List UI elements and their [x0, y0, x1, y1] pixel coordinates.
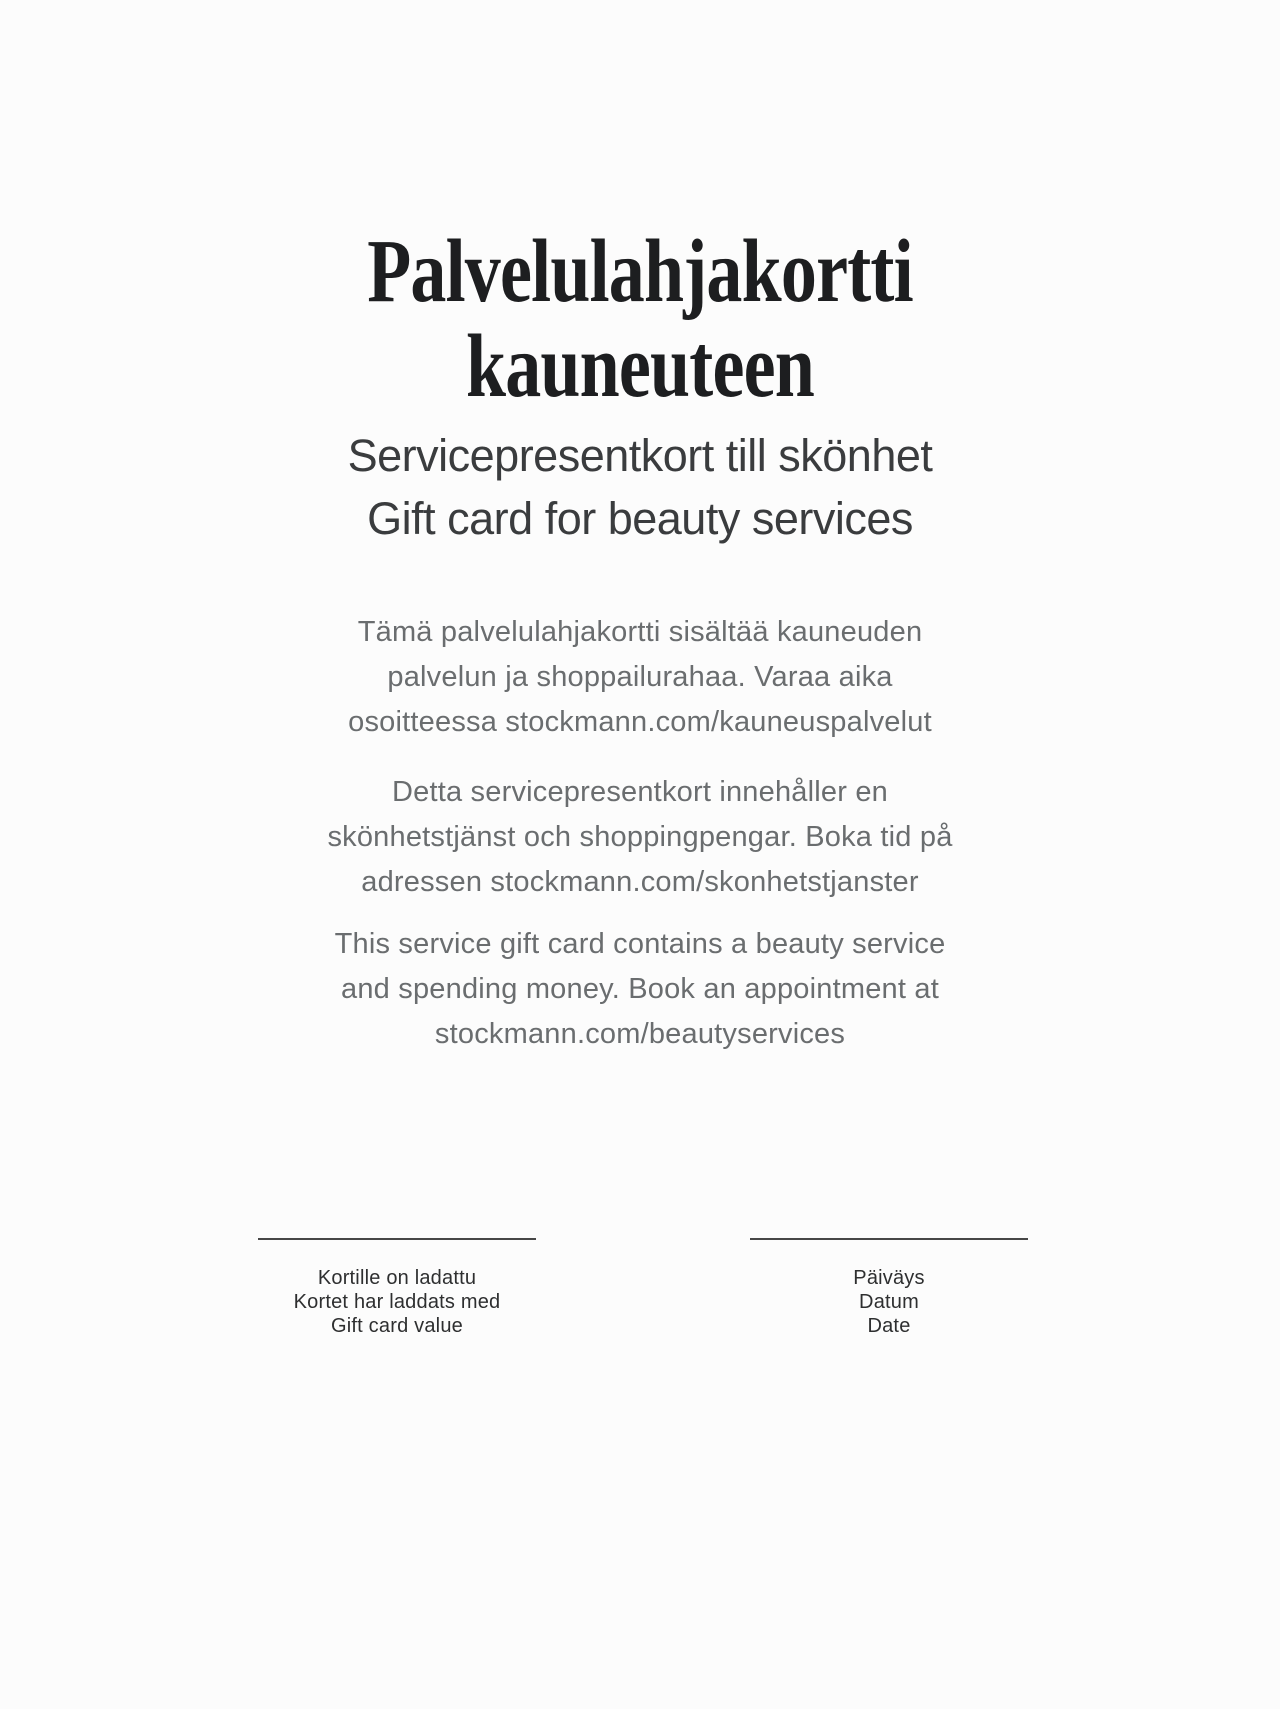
label-swedish: Kortet har laddats med	[293, 1291, 501, 1313]
page-title-line-1: Palvelulahjakortti	[367, 222, 913, 321]
date-field	[750, 1238, 1028, 1338]
label-finnish: Kortille on ladattu	[317, 1267, 477, 1289]
page-subtitle-swedish: Servicepresentkort till skönhet	[347, 430, 933, 481]
label-english: Gift card value	[331, 1315, 463, 1337]
paragraph-line: stockmann.com/beautyservices	[434, 1018, 846, 1050]
paragraph-line: adressen stockmann.com/skonhetstjanster	[361, 866, 919, 898]
gift-card-value-labels	[258, 1266, 536, 1338]
paragraph-line: skönhetstjänst och shoppingpengar. Boka tid på	[327, 821, 953, 853]
date-labels	[750, 1266, 1028, 1338]
paragraph-line: This service gift card contains a beauty service	[334, 928, 946, 960]
paragraph-line: palvelun ja shoppailurahaa. Varaa aika	[387, 661, 893, 693]
paragraph-swedish	[0, 770, 1280, 905]
label-finnish: Päiväys	[853, 1267, 925, 1289]
paragraph-finnish	[0, 610, 1280, 745]
page-title	[128, 224, 1152, 414]
gift-card-value-field	[258, 1238, 536, 1338]
paragraph-english	[0, 922, 1280, 1057]
page-title-line-2: kauneuteen	[465, 317, 815, 416]
label-english: Date	[867, 1315, 911, 1337]
label-swedish: Datum	[859, 1291, 919, 1313]
page-subtitle	[0, 424, 1280, 550]
paragraph-line: Tämä palvelulahjakortti sisältää kauneuden	[357, 616, 923, 648]
paragraph-line: Detta servicepresentkort innehåller en	[391, 776, 889, 808]
paragraph-line: and spending money. Book an appointment at	[341, 973, 939, 1005]
page-subtitle-english: Gift card for beauty services	[367, 493, 913, 544]
paragraph-line: osoitteessa stockmann.com/kauneuspalvelut	[348, 706, 932, 738]
